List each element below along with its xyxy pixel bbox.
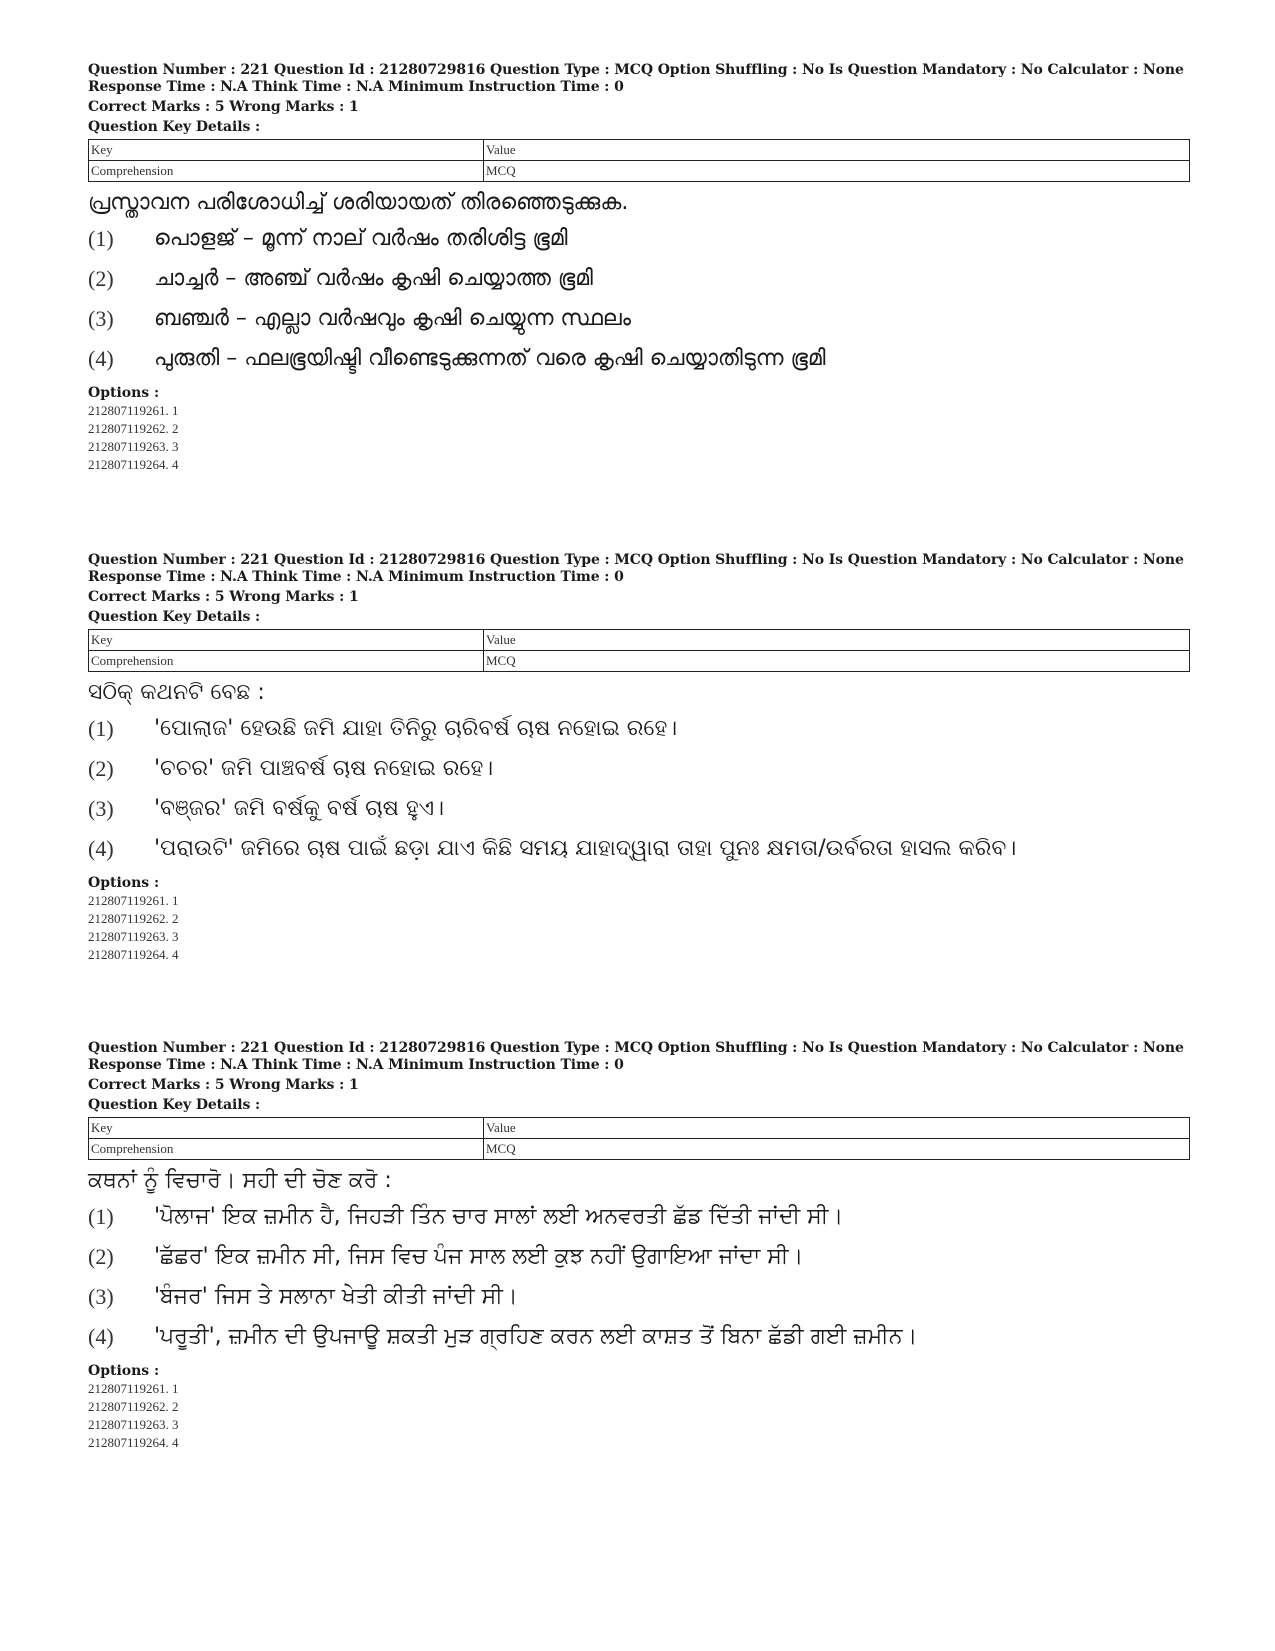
statement xyxy=(88,264,1190,294)
statement-text: 'ਛੱਛਰ' ਇਕ ਜ਼ਮੀਨ ਸੀ, ਜਿਸ ਵਿਚ ਪੰਜ ਸਾਲ ਲਈ ਕੁਝ ਨਹੀਂ ਉਗਾਇਆ ਜਾਂਦਾ ਸੀ। xyxy=(154,1244,804,1269)
table-cell: Comprehension xyxy=(89,651,484,672)
key-details-table xyxy=(88,139,1190,182)
table-row xyxy=(89,651,1190,672)
option-item: 212807119264. 4 xyxy=(88,1435,179,1450)
statement-text: 'ਬੰਜਰ' ਜਿਸ ਤੇ ਸਲਾਨਾ ਖੇਤੀ ਕੀਤੀ ਜਾਂਦੀ ਸੀ। xyxy=(154,1284,518,1309)
statement-text: 'ପରାଉଟି' ଜମିରେ ଚାଷ ପାଇଁ ଛଡ଼ା ଯାଏ କିଛି ସମୟ ଯାହାଦ୍ୱାରା ତାହା ପୁନଃ କ୍ଷମତା/ଉର୍ବରତା ହାସଲ କରିବ। xyxy=(154,836,1017,861)
statement xyxy=(88,754,1190,784)
table-cell: Key xyxy=(89,1118,484,1139)
table-cell: MCQ xyxy=(484,651,1190,672)
table-row xyxy=(89,630,1190,651)
question-meta-line: Question Number : 221 Question Id : 21280729816 Question Type : MCQ Option Shuffling : No Is Question Mandatory : No Calculator : None xyxy=(88,552,1184,568)
question-block-2 xyxy=(88,552,1190,964)
statement-text: 'ଚଚର' ଜମି ପାଞ୍ଚବର୍ଷ ଚାଷ ନହୋଇ ରହେ। xyxy=(154,756,494,781)
option-item: 212807119262. 2 xyxy=(88,1399,179,1414)
options-label: Options : xyxy=(88,1363,160,1379)
key-details-label: Question Key Details : xyxy=(88,1097,261,1113)
statement xyxy=(88,714,1190,744)
statement-number: (2) xyxy=(88,266,114,291)
question-text: ସଠିକ୍ କଥନଟି ବେଛ : xyxy=(88,680,265,705)
table-row xyxy=(89,1118,1190,1139)
statement-number: (3) xyxy=(88,1284,114,1309)
statement-text: 'ਪੋਲਾਜ' ਇਕ ਜ਼ਮੀਨ ਹੈ, ਜਿਹੜੀ ਤਿੰਨ ਚਾਰ ਸਾਲਾਂ ਲਈ ਅਨਵਰਤੀ ਛੱਡ ਦਿੱਤੀ ਜਾਂਦੀ ਸੀ। xyxy=(154,1204,844,1229)
response-time-line: Response Time : N.A Think Time : N.A Minimum Instruction Time : 0 xyxy=(88,79,624,95)
table-cell: Key xyxy=(89,630,484,651)
statement xyxy=(88,344,1190,374)
statement-number: (1) xyxy=(88,226,114,251)
table-cell: MCQ xyxy=(484,1139,1190,1160)
question-block-1 xyxy=(88,62,1190,474)
statement xyxy=(88,1322,1190,1352)
option-item: 212807119264. 4 xyxy=(88,457,179,472)
table-cell: Comprehension xyxy=(89,161,484,182)
marks-line: Correct Marks : 5 Wrong Marks : 1 xyxy=(88,589,359,605)
statement xyxy=(88,1202,1190,1232)
statement xyxy=(88,1282,1190,1312)
statement-text: ബഞ്ചർ – എല്ലാ വർഷവും കൃഷി ചെയ്യുന്ന സ്ഥലം xyxy=(154,306,631,331)
key-details-table xyxy=(88,1117,1190,1160)
statement-number: (4) xyxy=(88,1324,114,1349)
key-details-label: Question Key Details : xyxy=(88,119,261,135)
statement-number: (3) xyxy=(88,796,114,821)
options-label: Options : xyxy=(88,875,160,891)
table-cell: MCQ xyxy=(484,161,1190,182)
question-meta-line: Question Number : 221 Question Id : 21280729816 Question Type : MCQ Option Shuffling : No Is Question Mandatory : No Calculator : None xyxy=(88,1040,1184,1056)
statement xyxy=(88,1242,1190,1272)
table-cell: Comprehension xyxy=(89,1139,484,1160)
option-item: 212807119263. 3 xyxy=(88,1417,179,1432)
table-row xyxy=(89,140,1190,161)
statement-text: പുരുതി – ഫലഭൂയിഷ്ടി വീണ്ടെടുക്കുന്നത് വരെ കൃഷി ചെയ്യാതിടുന്ന ഭൂമി xyxy=(154,346,826,371)
question-text: പ്രസ്താവന പരിശോധിച്ച് ശരിയായത് തിരഞ്ഞെടുക്കുക. xyxy=(88,190,629,215)
table-cell: Key xyxy=(89,140,484,161)
question-block-3 xyxy=(88,1040,1190,1452)
statement-number: (1) xyxy=(88,716,114,741)
statement-text: 'ବଞ୍ଜର' ଜମି ବର୍ଷକୁ ବର୍ଷ ଚାଷ ହୁଏ। xyxy=(154,796,445,821)
option-item: 212807119264. 4 xyxy=(88,947,179,962)
statement-number: (1) xyxy=(88,1204,114,1229)
table-cell: Value xyxy=(484,140,1190,161)
statement-number: (4) xyxy=(88,836,114,861)
statement-text: ചാച്ചർ – അഞ്ച് വർഷം കൃഷി ചെയ്യാത്ത ഭൂമി xyxy=(154,266,593,291)
table-row xyxy=(89,1139,1190,1160)
table-cell: Value xyxy=(484,630,1190,651)
option-item: 212807119261. 1 xyxy=(88,1381,179,1396)
statement xyxy=(88,304,1190,334)
response-time-line: Response Time : N.A Think Time : N.A Minimum Instruction Time : 0 xyxy=(88,569,624,585)
statement xyxy=(88,224,1190,254)
key-details-label: Question Key Details : xyxy=(88,609,261,625)
options-label: Options : xyxy=(88,385,160,401)
statement xyxy=(88,834,1190,864)
option-item: 212807119263. 3 xyxy=(88,929,179,944)
key-details-table xyxy=(88,629,1190,672)
statement-number: (4) xyxy=(88,346,114,371)
option-item: 212807119261. 1 xyxy=(88,893,179,908)
question-text: ਕਥਨਾਂ ਨੂੰ ਵਿਚਾਰੋ। ਸਹੀ ਦੀ ਚੋਣ ਕਰੋ : xyxy=(88,1168,392,1193)
statement-text: 'ପୋଲାଜ' ହେଉଛି ଜମି ଯାହା ତିନିରୁ ଚାରିବର୍ଷ ଚାଷ ନହୋଇ ରହେ। xyxy=(154,716,678,741)
statement-number: (2) xyxy=(88,756,114,781)
marks-line: Correct Marks : 5 Wrong Marks : 1 xyxy=(88,1077,359,1093)
option-item: 212807119262. 2 xyxy=(88,421,179,436)
marks-line: Correct Marks : 5 Wrong Marks : 1 xyxy=(88,99,359,115)
statement-number: (3) xyxy=(88,306,114,331)
statement xyxy=(88,794,1190,824)
option-item: 212807119262. 2 xyxy=(88,911,179,926)
statement-text: 'ਪਰੂਤੀ', ਜ਼ਮੀਨ ਦੀ ਉਪਜਾਊ ਸ਼ਕਤੀ ਮੁੜ ਗ੍ਰਹਿਣ ਕਰਨ ਲਈ ਕਾਸ਼ਤ ਤੋਂ ਬਿਨਾ ਛੱਡੀ ਗਈ ਜ਼ਮੀਨ। xyxy=(154,1324,918,1349)
option-item: 212807119261. 1 xyxy=(88,403,179,418)
statement-text: പൊളജ് – മൂന്ന് നാല് വർഷം തരിശിട്ട ഭൂമി xyxy=(154,226,568,251)
statement-number: (2) xyxy=(88,1244,114,1269)
table-row xyxy=(89,161,1190,182)
response-time-line: Response Time : N.A Think Time : N.A Minimum Instruction Time : 0 xyxy=(88,1057,624,1073)
table-cell: Value xyxy=(484,1118,1190,1139)
option-item: 212807119263. 3 xyxy=(88,439,179,454)
question-meta-line: Question Number : 221 Question Id : 21280729816 Question Type : MCQ Option Shuffling : No Is Question Mandatory : No Calculator : None xyxy=(88,62,1184,78)
